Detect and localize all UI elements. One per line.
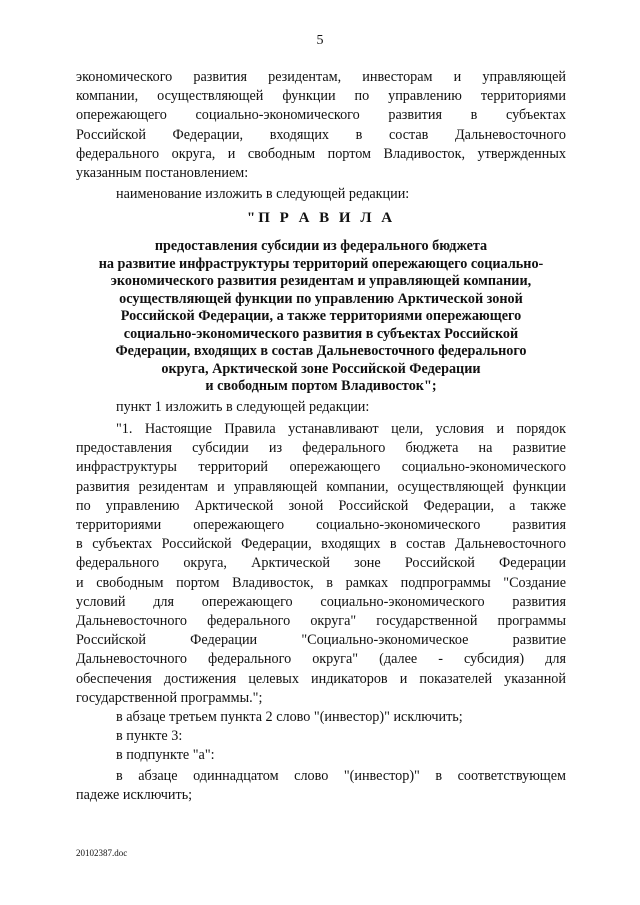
subtitle-line: на развитие инфраструктуры территорий опережающего социально- xyxy=(98,255,544,272)
instruction-line: в абзаце третьем пункта 2 слово "(инвестор)" исключить; xyxy=(116,709,463,725)
text-line: федерального округа, Арктической зоне Российской Федерации xyxy=(76,555,566,572)
text-line: падеже исключить; xyxy=(76,787,193,804)
text-line: в субъектах Российской Федерации, входящих в состав Дальневосточного xyxy=(76,536,566,553)
text-line: и свободным портом Владивосток, в рамках подпрограммы "Создание xyxy=(76,574,566,591)
instruction-line: наименование изложить в следующей редакции: xyxy=(116,186,410,202)
text-line: инфраструктуры территорий опережающего социально-экономического xyxy=(76,459,566,476)
text-line: Российской Федерации "Социально-экономическое развитие xyxy=(76,632,566,649)
point1-instruction-paragraph xyxy=(76,398,566,417)
text-line: обеспечения достижения целевых индикаторов и показателей указанной xyxy=(76,670,566,687)
text-line: государственной программы."; xyxy=(76,689,263,706)
subtitle-line: Российской Федерации, а также территориями опережающего xyxy=(120,308,522,324)
text-line: Дальневосточного федерального округа" (далее - субсидия) для xyxy=(76,651,566,668)
text-line: Российской Федерации, входящих в состав Дальневосточного xyxy=(76,126,566,143)
text-line: федерального округа, и свободным портом Владивосток, утвержденных xyxy=(76,145,566,162)
text-line: территориями опережающего социально-экономического развития xyxy=(76,517,566,534)
rules-title-block xyxy=(76,209,566,228)
text-line: развития резидентам и управляющей компании, осуществляющей функции xyxy=(76,478,566,495)
text-line: предоставления субсидии из федерального бюджета на развитие xyxy=(76,440,566,457)
text-line: условий для опережающего социально-экономического развития xyxy=(76,593,566,610)
subtitle-line: Федерации, входящих в состав Дальневосточного федерального xyxy=(115,343,527,359)
text-line: указанным постановлением: xyxy=(76,165,249,182)
amendment-instructions xyxy=(76,708,566,766)
subtitle-line: округа, Арктической зоне Российской Федерации xyxy=(161,360,481,377)
text-line: по управлению Арктической зоной Российской Федерации, а также xyxy=(76,497,566,514)
point1-paragraph xyxy=(76,420,566,708)
subtitle-line: и свободным портом Владивосток"; xyxy=(205,378,437,394)
text-line: Дальневосточного федерального округа" государственной программы xyxy=(76,613,566,630)
page-number: 5 xyxy=(316,33,324,48)
text-line: опережающего социально-экономического развития в субъектах xyxy=(76,107,566,124)
subtitle-line: социально-экономического развития в субъектах Российской xyxy=(123,325,519,342)
text-line: "1. Настоящие Правила устанавливают цели, условия и порядок xyxy=(116,421,566,437)
text-line: в абзаце одиннадцатом слово "(инвестор)" в соответствующем xyxy=(116,768,566,784)
instruction-line: пункт 1 изложить в следующей редакции: xyxy=(116,399,370,415)
rules-subtitle xyxy=(76,238,566,396)
name-instruction-paragraph xyxy=(76,185,566,204)
final-paragraph xyxy=(76,767,566,805)
document-footer-id: 20102387.doc xyxy=(76,848,128,858)
instruction-line: в пункте 3: xyxy=(116,728,183,745)
instruction-line: в подпункте "а": xyxy=(116,747,215,764)
rules-title: "П Р А В И Л А xyxy=(246,210,396,226)
text-line: экономического развития резидентам, инвесторам и управляющей xyxy=(76,69,566,85)
subtitle-line: осуществляющей функции по управлению Арктической зоной xyxy=(119,290,523,307)
subtitle-line: предоставления субсидии из федерального бюджета xyxy=(154,238,488,254)
text-line: компании, осуществляющей функции по управлению территориями xyxy=(76,88,566,105)
subtitle-line: экономического развития резидентам и управляющей компании, xyxy=(110,273,532,289)
intro-paragraph xyxy=(76,68,566,183)
